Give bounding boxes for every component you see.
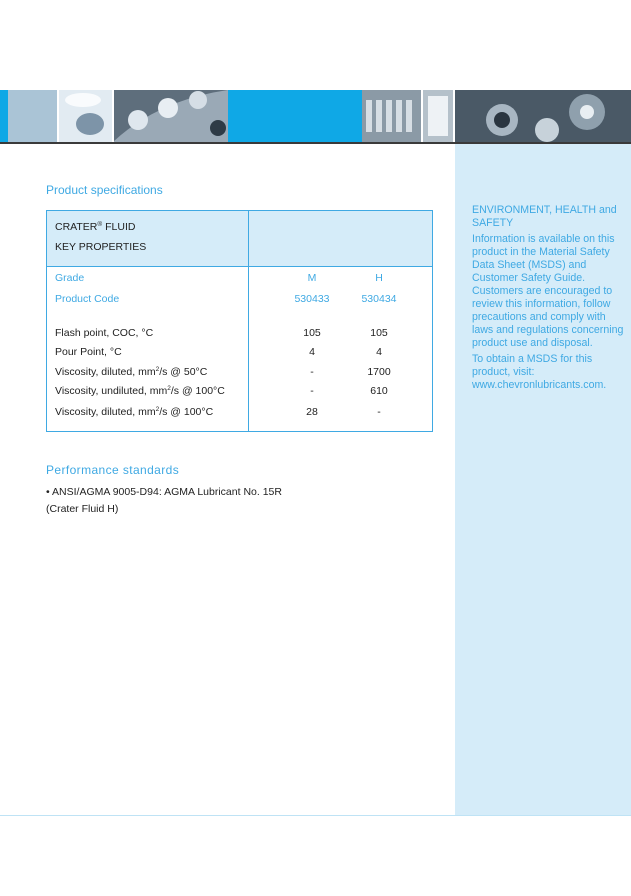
row-label: Viscosity, undiluted, $mm^2/s$ @ 100°C (55, 385, 225, 397)
bearing-photo (8, 90, 228, 142)
header-banner (0, 90, 631, 142)
ehs-msds: To obtain a MSDS for this product, visit: www.chevronlubricants.com. (472, 353, 607, 391)
row-value-h: 610 (370, 385, 388, 397)
ehs-body: Information is available on this product in the Material Safety Data Sheet (MSDS) and Customer Safety Guide. Customers are encouraged to review this information, follow precautions and comply with laws and regulations concerning product use and disposal. (472, 233, 624, 349)
gear-photo (362, 90, 631, 142)
row-label: Pour Point, °C (55, 346, 122, 358)
ehs-text (472, 204, 624, 395)
row-value-m: - (310, 385, 314, 397)
performance-list (46, 484, 366, 518)
product-code-label: Product Code (55, 293, 120, 305)
grade-m: M (307, 272, 317, 284)
footer-rule (0, 815, 631, 816)
performance-item: • ANSI/AGMA 9005-D94: AGMA Lubricant No. 15R (46, 486, 282, 498)
ehs-heading: ENVIRONMENT, HEALTH and SAFETY (472, 204, 617, 229)
row-value-m: 105 (303, 327, 321, 339)
row-value-h: 1700 (367, 366, 391, 378)
row-value-m: 28 (306, 406, 318, 418)
table-subtitle: KEY PROPERTIES (55, 241, 147, 253)
ehs-sidebar (455, 144, 631, 816)
grade-h: H (375, 272, 383, 284)
spec-section-title: Product specifications (46, 183, 163, 197)
product-name: CRATER® FLUID (55, 221, 136, 233)
product-code-m: 530433 (294, 293, 330, 305)
table-column-divider (248, 211, 249, 431)
row-label: Flash point, COC, °C (55, 327, 154, 339)
row-value-h: 105 (370, 327, 388, 339)
performance-title: Performance standards (46, 463, 180, 477)
row-value-m: - (310, 366, 314, 378)
table-header-band (47, 211, 432, 267)
row-label: Viscosity, diluted, $mm^2/s$ @ 50°C (55, 366, 208, 378)
product-code-h: 530434 (361, 293, 397, 305)
row-value-h: 4 (376, 346, 382, 358)
row-value-m: 4 (309, 346, 315, 358)
spec-table (46, 210, 433, 432)
grade-label: Grade (55, 272, 85, 284)
row-value-h: - (377, 406, 381, 418)
row-label: Viscosity, diluted, $mm^2/s$ @ 100°C (55, 406, 214, 418)
performance-item-note: (Crater Fluid H) (46, 503, 119, 515)
